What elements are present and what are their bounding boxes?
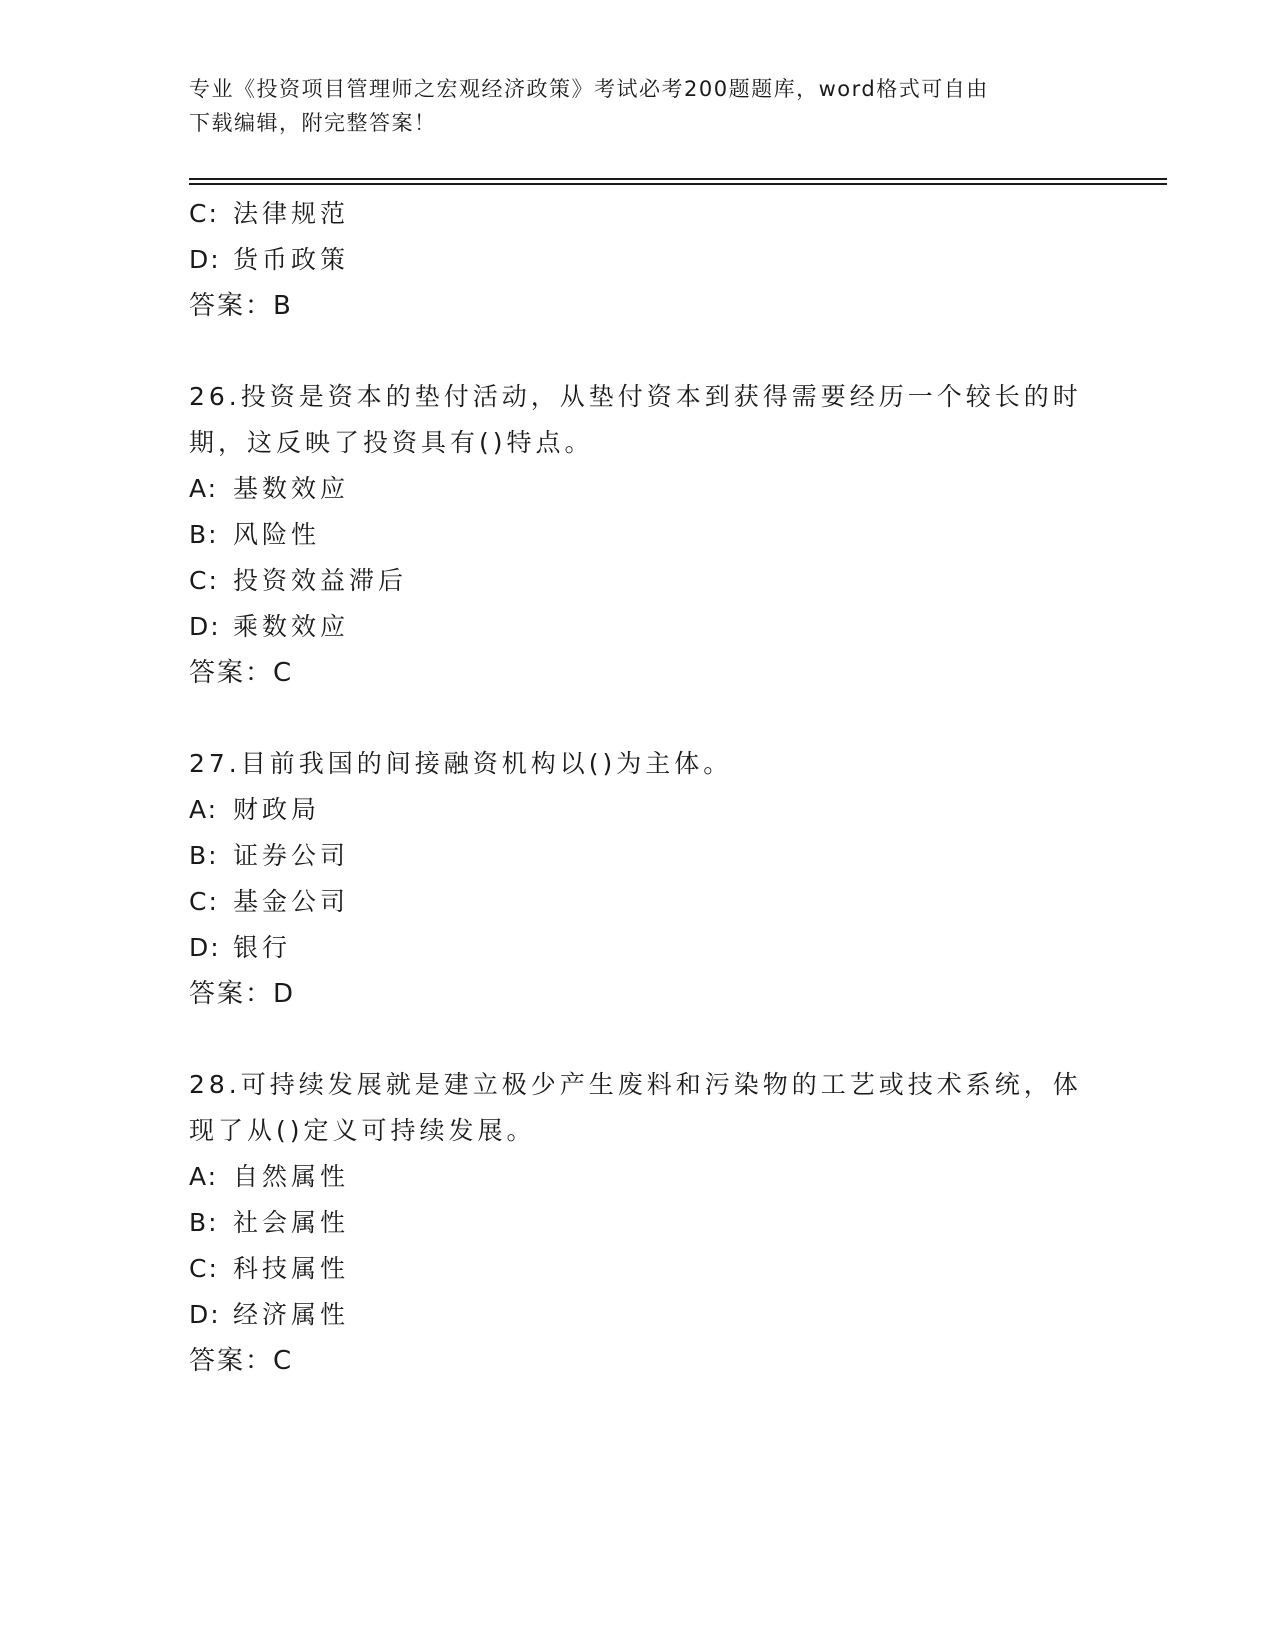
document-header bbox=[189, 72, 1089, 140]
header-line-2: 下载编辑，附完整答案！ bbox=[189, 111, 437, 135]
option-c bbox=[189, 558, 1089, 604]
option-text: 自然属性 bbox=[233, 1162, 350, 1191]
option-text: 科技属性 bbox=[233, 1254, 350, 1283]
option-letter: B: bbox=[189, 841, 219, 870]
option-a bbox=[189, 466, 1089, 512]
option-text: 乘数效应 bbox=[233, 612, 350, 641]
option-letter: D: bbox=[189, 1300, 221, 1329]
option-letter: B: bbox=[189, 520, 219, 549]
option-letter: C: bbox=[189, 566, 219, 595]
question-text-line-1: 27.目前我国的间接融资机构以()为主体。 bbox=[189, 749, 733, 778]
header-divider-top bbox=[189, 178, 1167, 180]
option-d bbox=[189, 604, 1089, 650]
question-27 bbox=[189, 741, 1089, 1017]
option-letter: D: bbox=[189, 245, 221, 274]
option-b bbox=[189, 1200, 1089, 1246]
answer-line: 答案：C bbox=[189, 658, 294, 688]
option-text: 投资效益滞后 bbox=[233, 566, 408, 595]
option-letter: D: bbox=[189, 612, 221, 641]
question-text-line-2: 现了从()定义可持续发展。 bbox=[189, 1116, 536, 1145]
option-text: 证券公司 bbox=[233, 841, 350, 870]
option-b bbox=[189, 833, 1089, 879]
option-text: 基数效应 bbox=[233, 474, 350, 503]
question-text-line-1: 28.可持续发展就是建立极少产生废料和污染物的工艺或技术系统，体 bbox=[189, 1070, 1082, 1099]
option-text: 法律规范 bbox=[233, 199, 350, 228]
question-text-line-2: 期，这反映了投资具有()特点。 bbox=[189, 428, 594, 457]
option-text: 社会属性 bbox=[233, 1208, 350, 1237]
question-26 bbox=[189, 374, 1089, 696]
option-letter: C: bbox=[189, 887, 219, 916]
option-c bbox=[189, 191, 1089, 237]
option-text: 财政局 bbox=[233, 795, 321, 824]
option-letter: C: bbox=[189, 1254, 219, 1283]
option-a bbox=[189, 1154, 1089, 1200]
option-text: 经济属性 bbox=[233, 1300, 350, 1329]
option-letter: B: bbox=[189, 1208, 219, 1237]
header-line-1: 专业《投资项目管理师之宏观经济政策》考试必考200题题库，word格式可自由 bbox=[189, 77, 989, 101]
option-b bbox=[189, 512, 1089, 558]
option-d bbox=[189, 925, 1089, 971]
option-c bbox=[189, 1246, 1089, 1292]
option-d bbox=[189, 237, 1089, 283]
option-letter: A: bbox=[189, 1162, 219, 1191]
option-a bbox=[189, 787, 1089, 833]
answer-line: 答案：D bbox=[189, 979, 296, 1009]
option-text: 银行 bbox=[233, 933, 292, 962]
option-letter: A: bbox=[189, 795, 219, 824]
prev-question-block bbox=[189, 191, 1089, 329]
question-28 bbox=[189, 1062, 1089, 1384]
question-text-line-1: 26.投资是资本的垫付活动，从垫付资本到获得需要经历一个较长的时 bbox=[189, 382, 1082, 411]
header-divider-bottom bbox=[189, 183, 1167, 185]
answer-line: 答案：B bbox=[189, 291, 293, 321]
option-letter: A: bbox=[189, 474, 219, 503]
answer-line: 答案：C bbox=[189, 1346, 294, 1376]
option-letter: D: bbox=[189, 933, 221, 962]
option-d bbox=[189, 1292, 1089, 1338]
option-text: 风险性 bbox=[233, 520, 321, 549]
option-letter: C: bbox=[189, 199, 219, 228]
document-body bbox=[189, 191, 1089, 1384]
option-text: 基金公司 bbox=[233, 887, 350, 916]
option-text: 货币政策 bbox=[233, 245, 350, 274]
option-c bbox=[189, 879, 1089, 925]
